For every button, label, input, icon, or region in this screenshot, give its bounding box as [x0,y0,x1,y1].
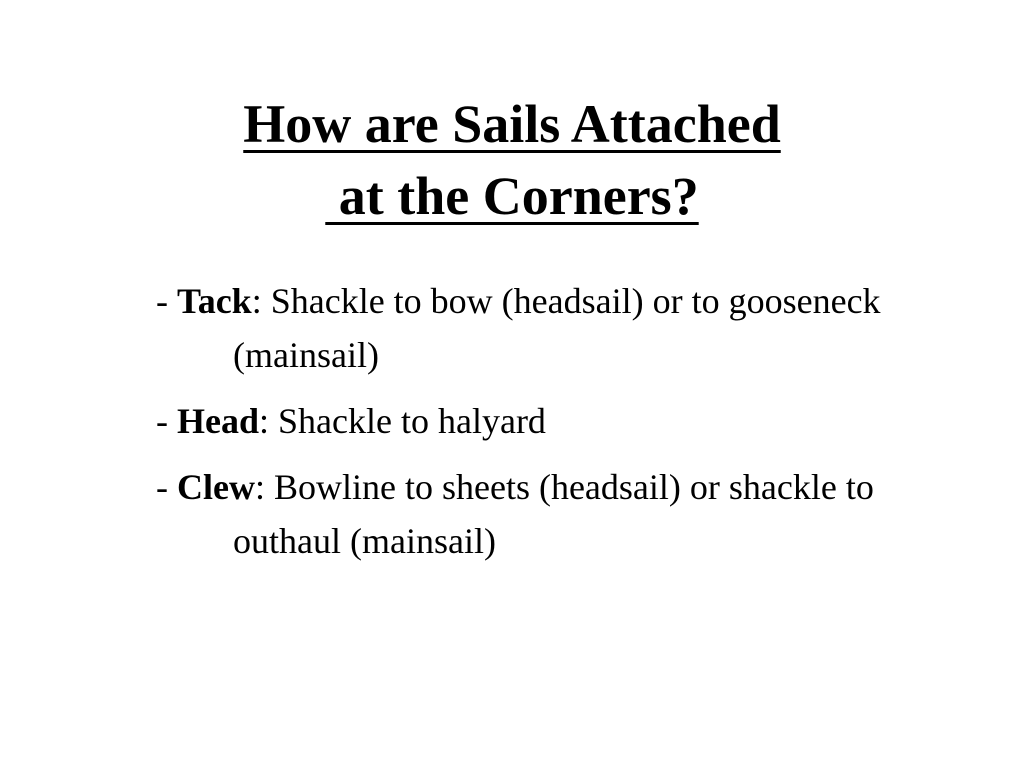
bullet-term-head: Head [177,401,260,441]
bullet-clew [156,460,896,568]
bullet-text-clew: : Bowline to sheets (headsail) or shackle to outhaul (mainsail) [233,467,874,561]
bullet-dash: - [156,281,177,321]
title-line-2: at the Corners? [325,166,699,226]
bullet-dash: - [156,467,177,507]
bullet-text-tack: : Shackle to bow (headsail) or to gooseneck (mainsail) [233,281,881,375]
bullet-term-clew: Clew [177,467,255,507]
bullet-text-head: : Shackle to halyard [259,401,546,441]
title-line-1: How are Sails Attached [243,94,781,154]
bullet-tack [156,274,896,382]
bullet-term-tack: Tack [177,281,252,321]
bullet-dash: - [156,401,177,441]
bullet-list [156,274,896,580]
slide-title [0,88,1024,232]
bullet-head [156,394,896,448]
